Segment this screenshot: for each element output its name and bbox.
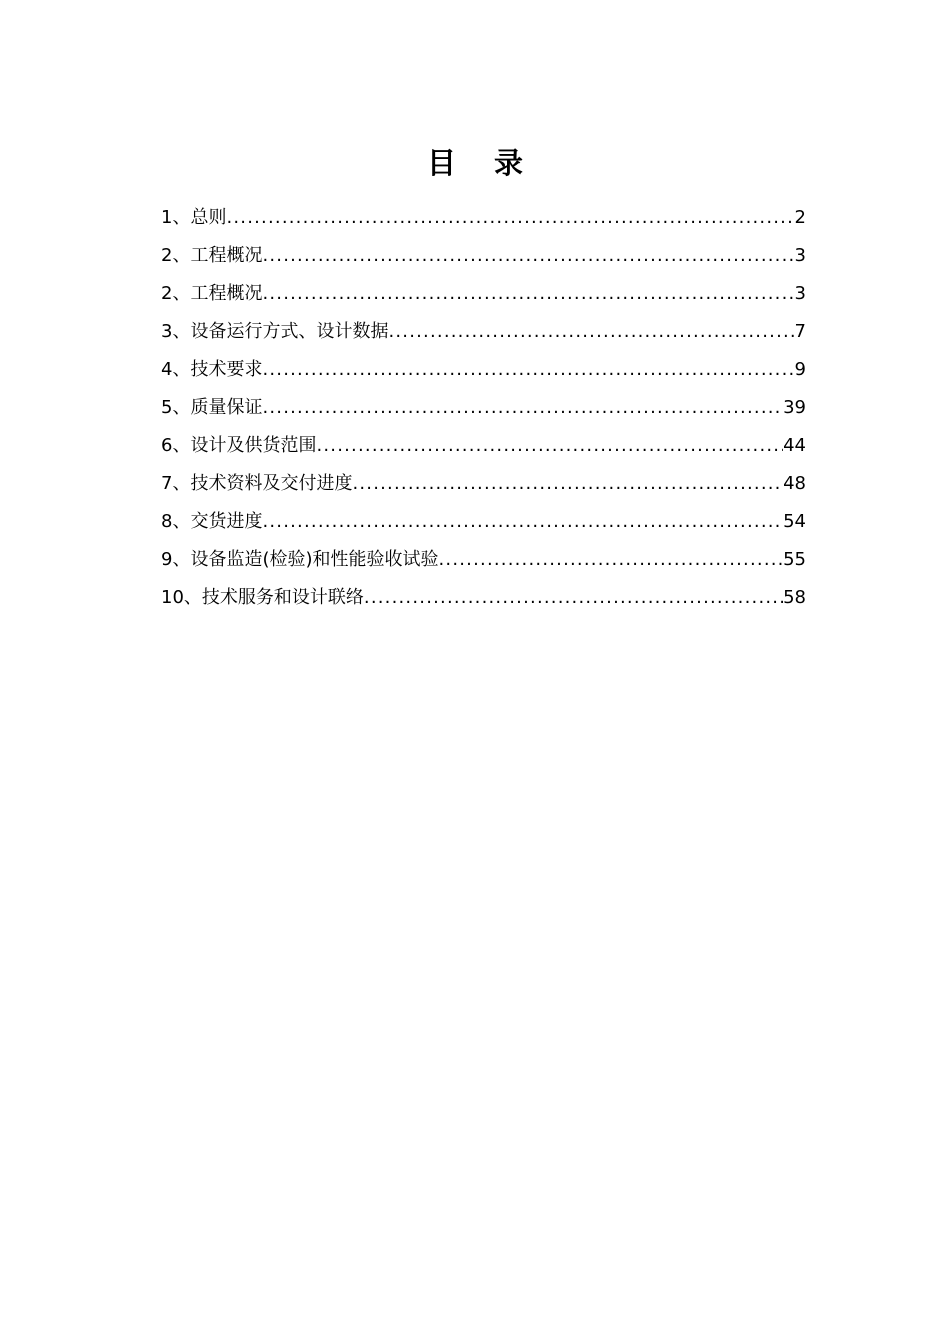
toc-entry-label: 3、设备运行方式、设计数据: [161, 321, 389, 342]
toc-entry-page: 3: [794, 283, 806, 304]
toc-leader-dots: [352, 465, 783, 503]
toc-leader-dots: [364, 579, 783, 617]
toc-entry[interactable]: [161, 199, 806, 237]
toc-leader-dots: [388, 313, 794, 351]
toc-entry-label: 5、质量保证: [161, 397, 263, 418]
toc-entry[interactable]: [161, 389, 806, 427]
toc-entry-page: 7: [794, 321, 806, 342]
toc-entry-label: 8、交货进度: [161, 511, 263, 532]
toc-entry[interactable]: [161, 313, 806, 351]
toc-entry-page: 39: [783, 397, 806, 418]
toc-leader-dots: [226, 199, 794, 237]
toc-entry-label: 4、技术要求: [161, 359, 263, 380]
toc-leader-dots: [439, 541, 784, 579]
toc-entry-label: 9、设备监造(检验)和性能验收试验: [161, 549, 439, 570]
toc-entry-page: 2: [794, 207, 806, 228]
toc-leader-dots: [262, 389, 783, 427]
toc-entry-page: 55: [783, 549, 806, 570]
toc-entry-page: 9: [794, 359, 806, 380]
toc-entry[interactable]: [161, 237, 806, 275]
toc-entry[interactable]: [161, 427, 806, 465]
toc-entry-page: 58: [783, 587, 806, 608]
toc-leader-dots: [316, 427, 783, 465]
table-of-contents: [161, 199, 806, 617]
toc-entry-label: 1、总则: [161, 207, 227, 228]
toc-entry-label: 2、工程概况: [161, 245, 263, 266]
toc-entry-label: 6、设计及供货范围: [161, 435, 317, 456]
toc-entry-label: 2、工程概况: [161, 283, 263, 304]
toc-entry[interactable]: [161, 579, 806, 617]
toc-entry[interactable]: [161, 275, 806, 313]
toc-entry[interactable]: [161, 541, 806, 579]
toc-leader-dots: [262, 351, 794, 389]
toc-leader-dots: [262, 503, 783, 541]
toc-entry-label: 7、技术资料及交付进度: [161, 473, 353, 494]
toc-entry-page: 48: [783, 473, 806, 494]
page-title: 目 录: [426, 146, 538, 181]
toc-entry[interactable]: [161, 351, 806, 389]
toc-entry-page: 3: [794, 245, 806, 266]
toc-leader-dots: [262, 237, 794, 275]
toc-leader-dots: [262, 275, 794, 313]
toc-entry-label: 10、技术服务和设计联络: [161, 587, 364, 608]
toc-entry-page: 54: [783, 511, 806, 532]
toc-entry[interactable]: [161, 503, 806, 541]
toc-entry-page: 44: [783, 435, 806, 456]
toc-entry[interactable]: [161, 465, 806, 503]
